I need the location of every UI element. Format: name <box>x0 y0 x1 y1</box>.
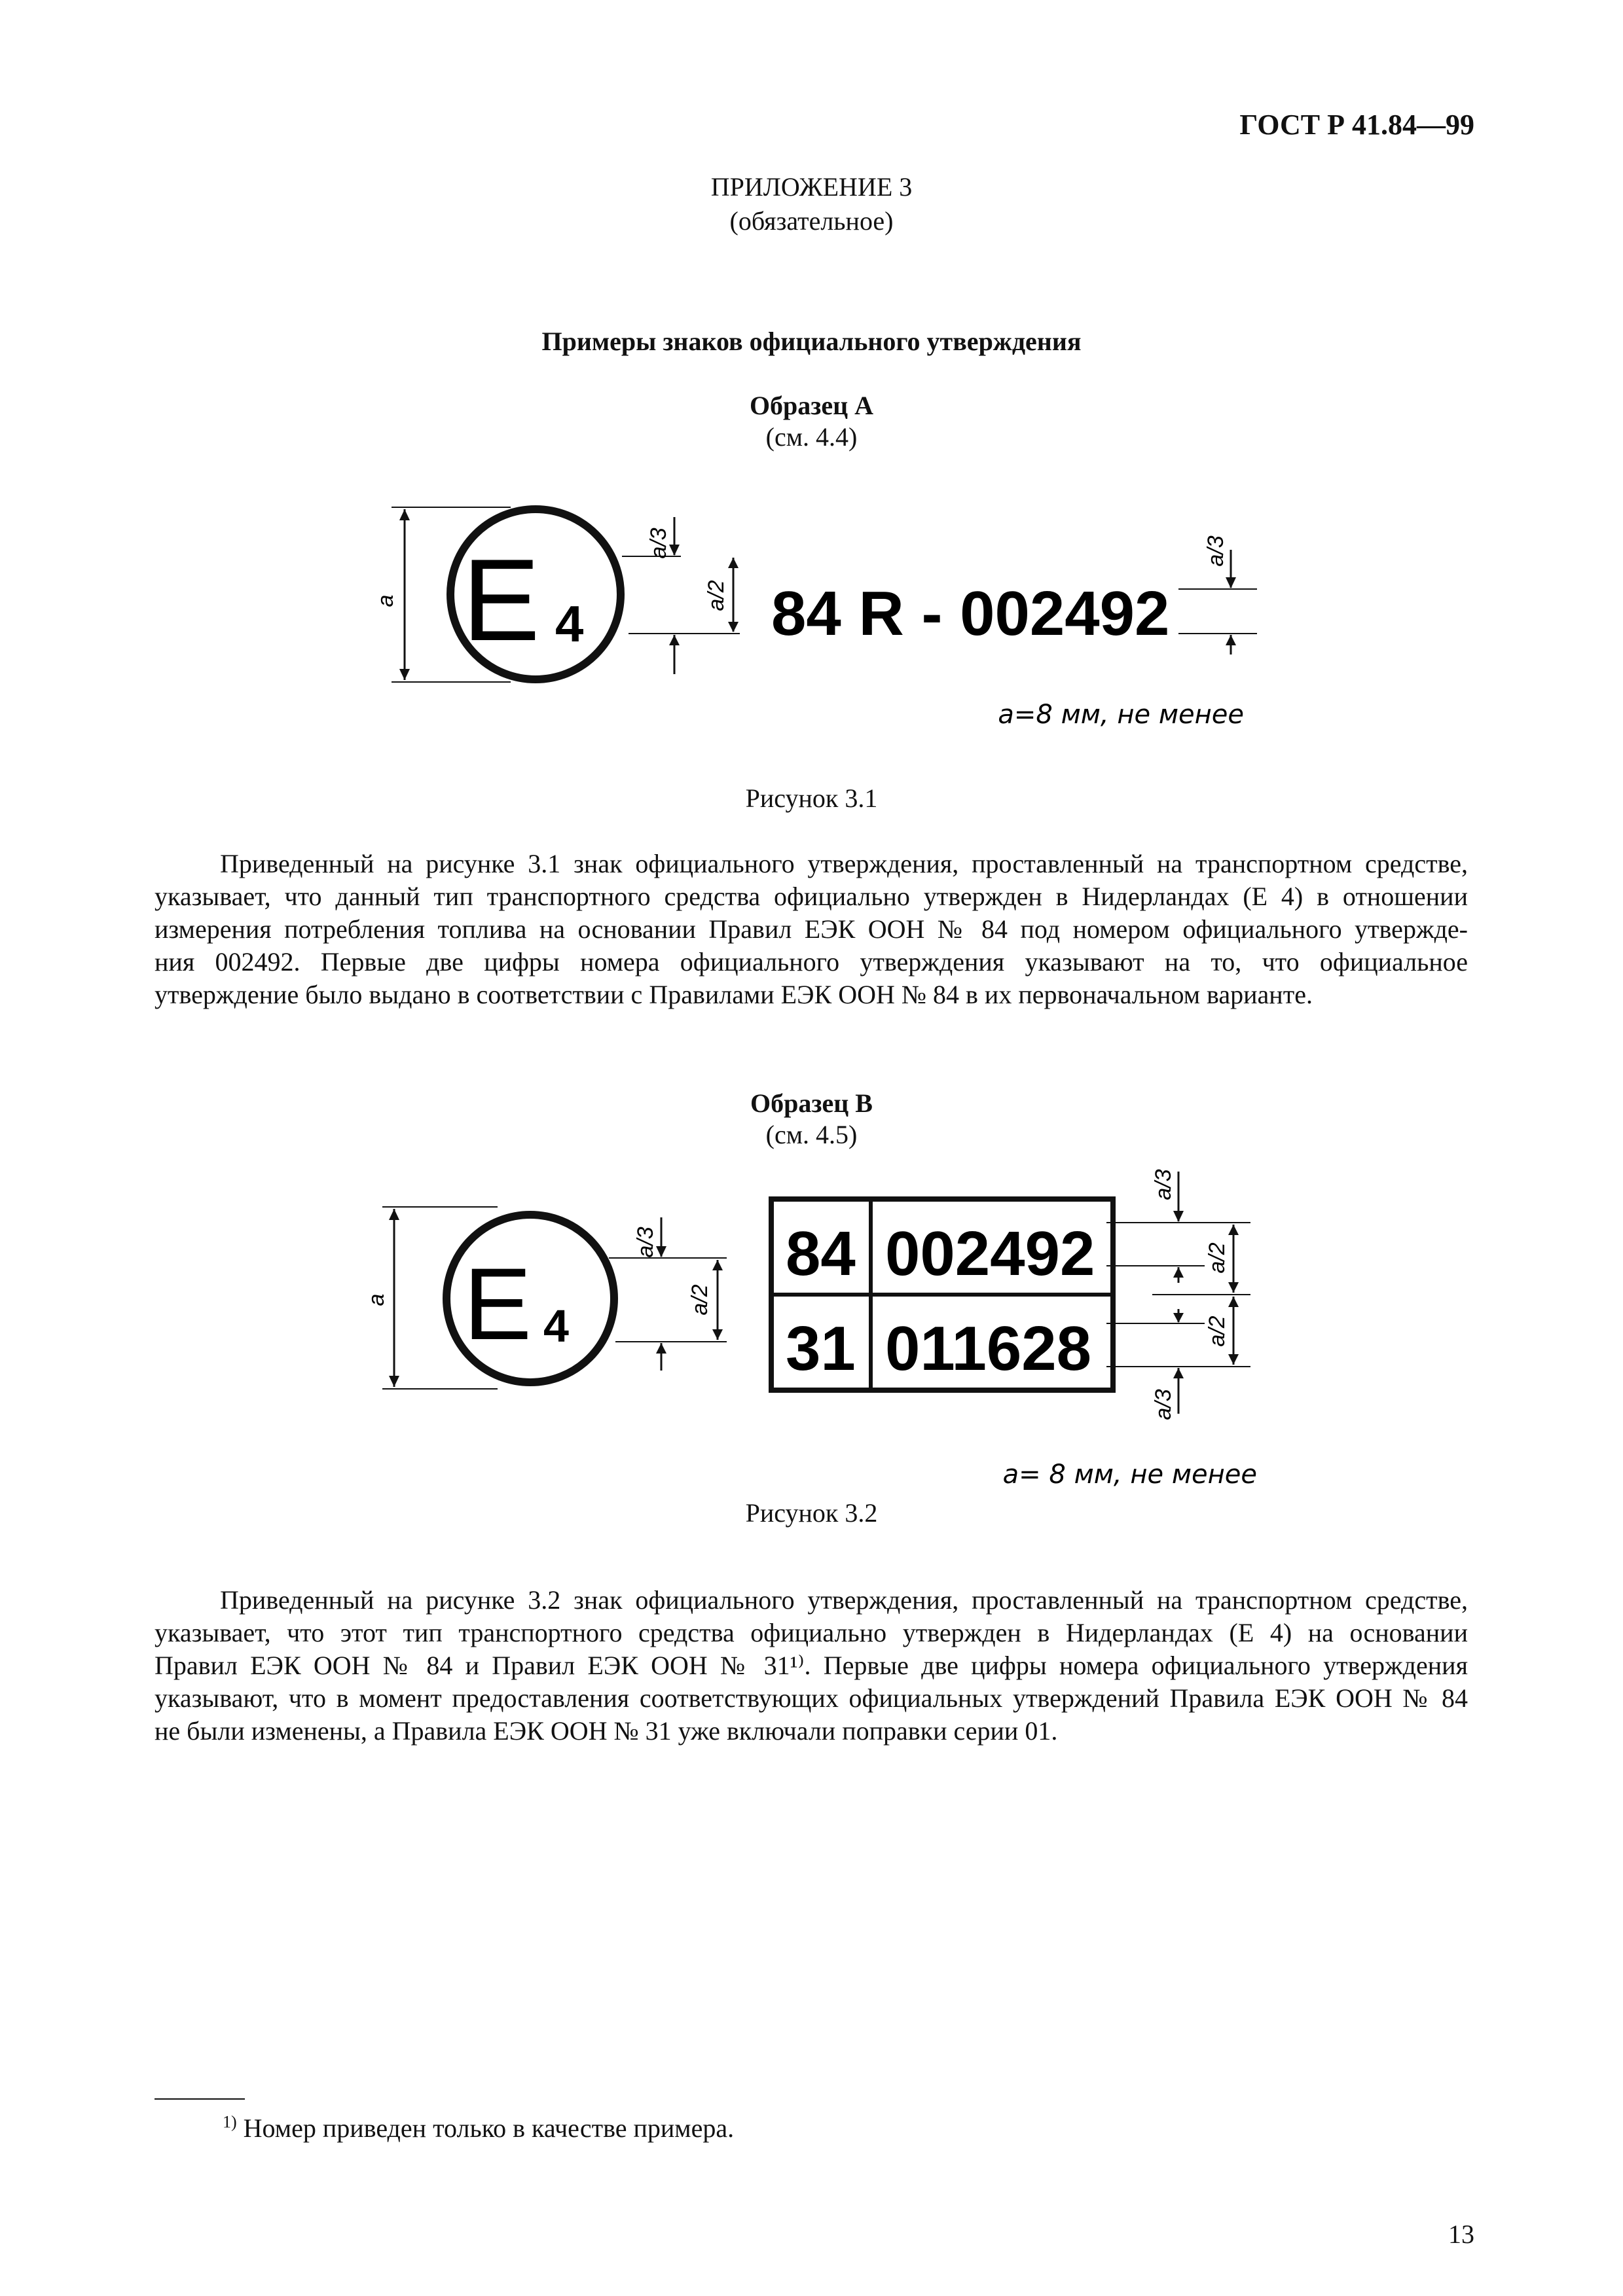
paragraph-line: указывают, что в момент предоставления соответствующих официальных утверждений Правила ЕЭК ООН № 84 <box>155 1683 1468 1713</box>
paragraph-line: утверждение было выдано в соответствии с Правилами ЕЭК ООН № 84 в их первоначальном варианте. <box>155 980 1313 1009</box>
dimension-a3-circle <box>622 517 681 559</box>
paragraph-line: указывает, что этот тип транспортного средства официально утвержден в Нидерландах (Е 4) на основании <box>155 1618 1468 1647</box>
mark-letter-b: E <box>464 1247 532 1361</box>
appendix-label: ПРИЛОЖЕНИЕ 3 <box>710 172 913 202</box>
table-cell-reg: 84 <box>786 1219 856 1289</box>
paragraph-figure-3-2 <box>155 1584 1468 1748</box>
dim-a2-label-b: a/2 <box>687 1284 712 1316</box>
figure-3-2 <box>0 1145 1623 1525</box>
footnote <box>223 2113 734 2144</box>
paragraph-line: ния 002492. Первые две цифры номера официального утверждения указывают на то, что официальное <box>155 947 1468 977</box>
paragraph-line: измерения потребления топлива на основании Правил ЕЭК ООН № 84 под номером официального утвержде- <box>155 914 1468 944</box>
paragraph-line: Правил ЕЭК ООН № 84 и Правил ЕЭК ООН № 31¹⁾. Первые две цифры номера официального утверждения <box>155 1651 1468 1680</box>
figure-3-1-caption: Рисунок 3.1 <box>745 783 878 813</box>
approval-circle-mark-b <box>447 1215 614 1382</box>
footnote-separator <box>155 2098 245 2100</box>
dim-a3-label-right: a/3 <box>1203 535 1228 567</box>
paragraph-line: Приведенный на рисунке 3.1 знак официального утверждения, проставленный на транспортном средстве, <box>220 849 1468 878</box>
dim-a3-label-table-bottom: a/3 <box>1151 1389 1176 1420</box>
approval-circle-mark <box>450 509 621 679</box>
dimension-a2-circle <box>629 558 740 674</box>
dim-a3-label: a/3 <box>646 528 671 559</box>
mark-letter: E <box>462 535 540 665</box>
sample-b-ref: (см. 4.5) <box>765 1120 858 1149</box>
section-title: Примеры знаков официального утверждения <box>541 327 1082 356</box>
dim-a-label-b: a <box>364 1293 389 1306</box>
table-cell-number: 002492 <box>885 1219 1095 1289</box>
page-number: 13 <box>1448 2219 1474 2249</box>
approval-number-table <box>771 1199 1113 1390</box>
dim-a3-label-b: a/3 <box>633 1227 658 1258</box>
dim-a2-label-table-bottom: a/2 <box>1205 1316 1230 1347</box>
dimension-a3-text <box>1178 535 1257 655</box>
dimension-table-right <box>1106 1169 1250 1420</box>
mark-country-code: 4 <box>555 595 584 653</box>
sample-b-label: Образец В <box>750 1088 873 1118</box>
dimension-a3-circle-b <box>609 1217 668 1258</box>
document-id: ГОСТ Р 41.84—99 <box>1239 109 1474 141</box>
min-size-note: a=8 мм, не менее <box>998 700 1244 730</box>
figure-3-2-caption: Рисунок 3.2 <box>745 1498 878 1528</box>
paragraph-line: указывает, что данный тип транспортного средства официально утвержден в Нидерландах (Е 4) в отношении <box>155 882 1468 911</box>
footnote-text: Номер приведен только в качестве примера. <box>243 2113 735 2143</box>
sample-a-ref: (см. 4.4) <box>765 422 858 452</box>
paragraph-line: Приведенный на рисунке 3.2 знак официального утверждения, проставленный на транспортном средстве, <box>220 1585 1468 1615</box>
appendix-status: (обязательное) <box>729 206 894 236</box>
footnote-marker: 1) <box>223 2112 237 2132</box>
figure-3-1 <box>0 0 1623 785</box>
table-cell-reg: 31 <box>786 1314 856 1384</box>
table-cell-number: 011628 <box>885 1314 1092 1384</box>
dimension-a2-circle-b <box>615 1258 727 1371</box>
dim-a3-label-table-top: a/3 <box>1151 1169 1176 1200</box>
paragraph-line: не были изменены, а Правила ЕЭК ООН № 31 уже включали поправки серии 01. <box>155 1716 1058 1746</box>
min-size-note-b: a= 8 мм, не менее <box>1002 1460 1257 1490</box>
dim-a2-label: a/2 <box>704 580 729 611</box>
approval-number-text: 84 R - 002492 <box>771 579 1170 649</box>
dim-a2-label-table-top: a/2 <box>1205 1242 1230 1274</box>
mark-country-code-b: 4 <box>543 1300 569 1352</box>
paragraph-figure-3-1 <box>155 848 1468 1011</box>
dim-a-label: a <box>373 594 398 607</box>
sample-a-label: Образец А <box>749 391 874 420</box>
